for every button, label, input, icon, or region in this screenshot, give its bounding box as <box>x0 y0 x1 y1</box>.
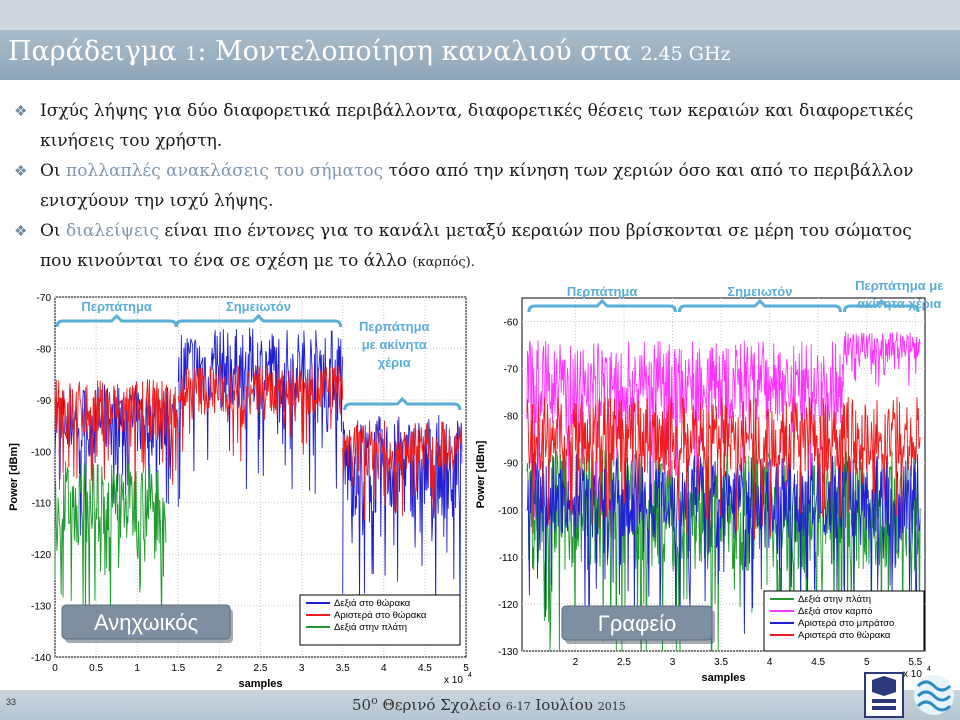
x-tick-label: 0 <box>52 663 58 674</box>
bullet-highlight: διαλείψεις <box>66 221 159 241</box>
y-tick-label: -110 <box>31 498 51 510</box>
legend-label: Δεξιά στην πλάτη <box>798 594 872 605</box>
diamond-bullet-icon: ❖ <box>14 222 28 240</box>
y-tick-label: -120 <box>30 550 51 562</box>
bullet-text <box>40 156 944 216</box>
x-tick-label: 2.5 <box>253 663 268 674</box>
bullet-highlight: πολλαπλές ανακλάσεις του σήματος <box>66 161 384 181</box>
y-tick-label: -130 <box>30 601 51 613</box>
y-axis-label: Power [dBm] <box>8 443 20 511</box>
x-tick-label: 3 <box>298 663 305 674</box>
school-logo-icon <box>910 672 958 718</box>
top-band <box>0 0 960 30</box>
title-frequency: 2.45 GHz <box>640 43 731 65</box>
y-tick-label: -130 <box>497 647 518 658</box>
y-tick-label: -100 <box>497 505 518 517</box>
bullet-item <box>14 96 944 156</box>
x-tick-label: 3 <box>669 657 676 668</box>
annotation-label: Σημειωτόν <box>727 284 793 299</box>
annotation-label-line: με ακίνητα <box>361 337 427 352</box>
x-multiplier-exponent: 4 <box>468 672 472 679</box>
bullet-item <box>14 156 944 216</box>
x-multiplier: x 10 <box>903 669 922 680</box>
y-tick-label: -100 <box>30 447 51 459</box>
footer-dates: 6-17 <box>505 700 531 713</box>
legend-label: Αριστερά στο θώρακα <box>798 630 891 641</box>
y-axis-label: Power [dBm] <box>475 440 487 509</box>
legend-label: Δεξιά στην πλάτη <box>334 622 408 633</box>
y-tick-label: -80 <box>503 411 518 423</box>
annotation-label <box>855 278 943 311</box>
environment-badge: Γραφείο <box>597 611 677 636</box>
legend-label: Αριστερά στο θώρακα <box>334 610 427 621</box>
diamond-bullet-icon: ❖ <box>14 162 28 180</box>
anechoic-chart <box>0 285 478 690</box>
x-multiplier: x 10 <box>444 675 463 686</box>
slide-title <box>8 36 731 67</box>
y-tick-label: -110 <box>498 552 518 564</box>
university-logo-icon <box>864 672 904 718</box>
bullet-prefix: Οι <box>40 161 67 181</box>
y-tick-label: -80 <box>36 344 51 356</box>
bullet-text: Ισχύς λήψης για δύο διαφορετικά περιβάλλοντα, διαφορετικές θέσεις των κεραιών και διαφορετικές κινήσεις του χρήστη. <box>40 101 914 151</box>
bullet-suffix: είναι πιο έντονες για το κανάλι μεταξύ κεραιών που βρίσκονται σε μέρη του σώματος που κινούνται το ένα σε σχέση με το άλλο <box>40 221 912 271</box>
y-tick-label: -70 <box>36 293 51 304</box>
annotation-label: Σημειωτόν <box>225 299 291 314</box>
x-tick-label: 4 <box>381 663 387 674</box>
x-tick-label: 4.5 <box>811 657 826 668</box>
y-tick-label: -140 <box>30 653 51 664</box>
office-chart <box>474 268 960 690</box>
environment-badge: Ανηχωικός <box>93 610 199 635</box>
x-tick-label: 5.5 <box>908 657 923 668</box>
footer-year: 2015 <box>597 700 626 713</box>
title-main: Παράδειγμα <box>8 36 186 67</box>
x-tick-label: 5 <box>863 657 870 668</box>
x-tick-label: 1 <box>134 663 140 674</box>
legend-label: Αριστερά στο μπράτσο <box>798 618 895 629</box>
annotation-label: Περπάτημα <box>566 284 638 299</box>
x-multiplier-exponent: 4 <box>927 666 931 673</box>
annotation-label: Περπάτημα <box>81 299 152 314</box>
bullet-prefix: Οι <box>40 221 67 241</box>
x-axis-label: samples <box>238 678 283 690</box>
footer-text <box>352 694 626 714</box>
footer-sup: ο <box>371 694 378 707</box>
x-tick-label: 1.5 <box>171 663 186 674</box>
annotation-label-line: ακίνητα χέρια <box>857 296 942 311</box>
legend-label: Δεξιά στον καρπό <box>798 606 873 617</box>
x-tick-label: 2 <box>572 657 579 668</box>
y-tick-label: -60 <box>503 317 518 329</box>
legend-label: Δεξιά στο θώρακα <box>334 598 411 609</box>
bullet-list <box>14 96 944 278</box>
y-tick-label: -120 <box>497 599 518 611</box>
title-number: 1 <box>185 43 198 65</box>
footer-edition: 50 <box>352 696 372 714</box>
x-tick-label: 2.5 <box>617 657 631 668</box>
page-number: 33 <box>6 697 17 707</box>
x-tick-label: 4 <box>766 657 773 668</box>
title-rest: : Μοντελοποίηση καναλιού στα <box>197 36 641 67</box>
x-tick-label: 3.5 <box>714 657 729 668</box>
bullet-paren: (καρπός). <box>412 255 475 270</box>
y-tick-label: -90 <box>503 458 518 470</box>
y-tick-label: -70 <box>503 364 518 376</box>
x-tick-label: 0.5 <box>89 663 104 674</box>
diamond-bullet-icon: ❖ <box>14 102 28 120</box>
x-tick-label: 4.5 <box>417 663 432 674</box>
y-tick-label: -90 <box>36 395 51 407</box>
annotation-label-line: Περπάτημα με <box>855 278 944 293</box>
x-axis-label: samples <box>701 672 746 684</box>
x-tick-label: 3.5 <box>335 663 350 674</box>
footer-month: Ιουλίου <box>530 696 598 714</box>
x-tick-label: 5 <box>463 663 469 674</box>
annotation-label-line: χέρια <box>377 355 411 370</box>
footer-school: Θερινό Σχολείο <box>377 696 506 714</box>
annotation-label-line: Περπάτημα <box>359 319 430 334</box>
bullet-suffix: τόσο από την κίνηση των χεριών όσο και από το περιβάλλον ενισχύουν την ισχύ λήψης. <box>40 161 914 211</box>
x-tick-label: 2 <box>216 663 223 674</box>
